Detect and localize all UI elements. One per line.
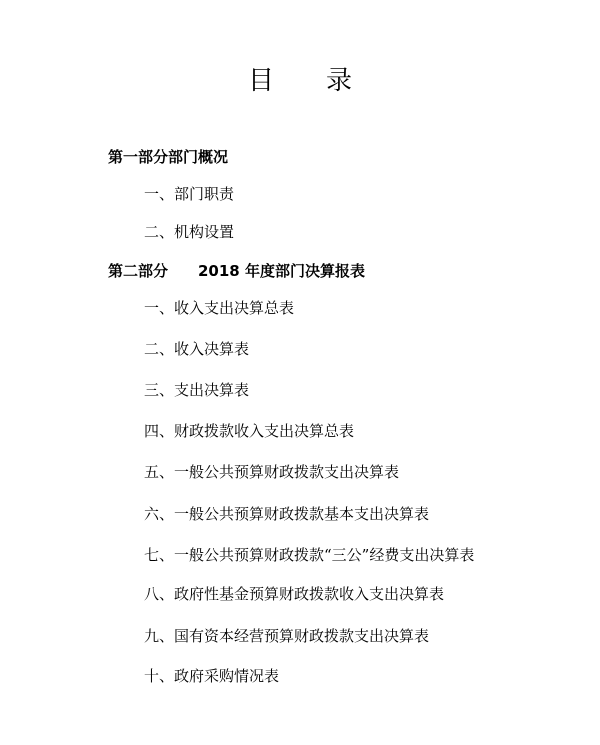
toc-item-org-setup[interactable]: 二、机构设置 xyxy=(144,223,235,241)
toc-section-1-heading[interactable] xyxy=(108,146,228,167)
toc-item-government-fund-budget[interactable]: 八、政府性基金预算财政拨款收入支出决算表 xyxy=(144,585,445,603)
toc-item-general-budget-basic-expenditure[interactable]: 六、一般公共预算财政拨款基本支出决算表 xyxy=(144,505,430,523)
toc-item-fiscal-allocation-summary[interactable]: 四、财政拨款收入支出决算总表 xyxy=(144,422,355,440)
toc-item-government-procurement[interactable]: 十、政府采购情况表 xyxy=(144,667,280,685)
toc-item-revenue-table[interactable]: 二、收入决算表 xyxy=(144,340,250,358)
page-title xyxy=(0,60,600,97)
toc-item-expenditure-table[interactable]: 三、支出决算表 xyxy=(144,381,250,399)
toc-item-state-capital-budget[interactable]: 九、国有资本经营预算财政拨款支出决算表 xyxy=(144,627,430,645)
toc-item-general-budget-expenditure[interactable]: 五、一般公共预算财政拨款支出决算表 xyxy=(144,463,400,481)
section-1-label: 第一部分部门概况 xyxy=(108,148,229,166)
toc-section-2-heading[interactable] xyxy=(108,260,365,281)
section-2-number: 第二部分 xyxy=(108,262,169,280)
toc-item-dept-duties[interactable]: 一、部门职责 xyxy=(144,185,235,203)
title-char-2: 录 xyxy=(326,66,353,96)
toc-item-revenue-expenditure-summary[interactable]: 一、收入支出决算总表 xyxy=(144,299,295,317)
section-2-title: 2018 年度部门决算报表 xyxy=(198,262,365,280)
toc-item-three-public-expenses[interactable]: 七、一般公共预算财政拨款“三公”经费支出决算表 xyxy=(144,546,475,564)
title-char-1: 目 xyxy=(247,66,274,96)
